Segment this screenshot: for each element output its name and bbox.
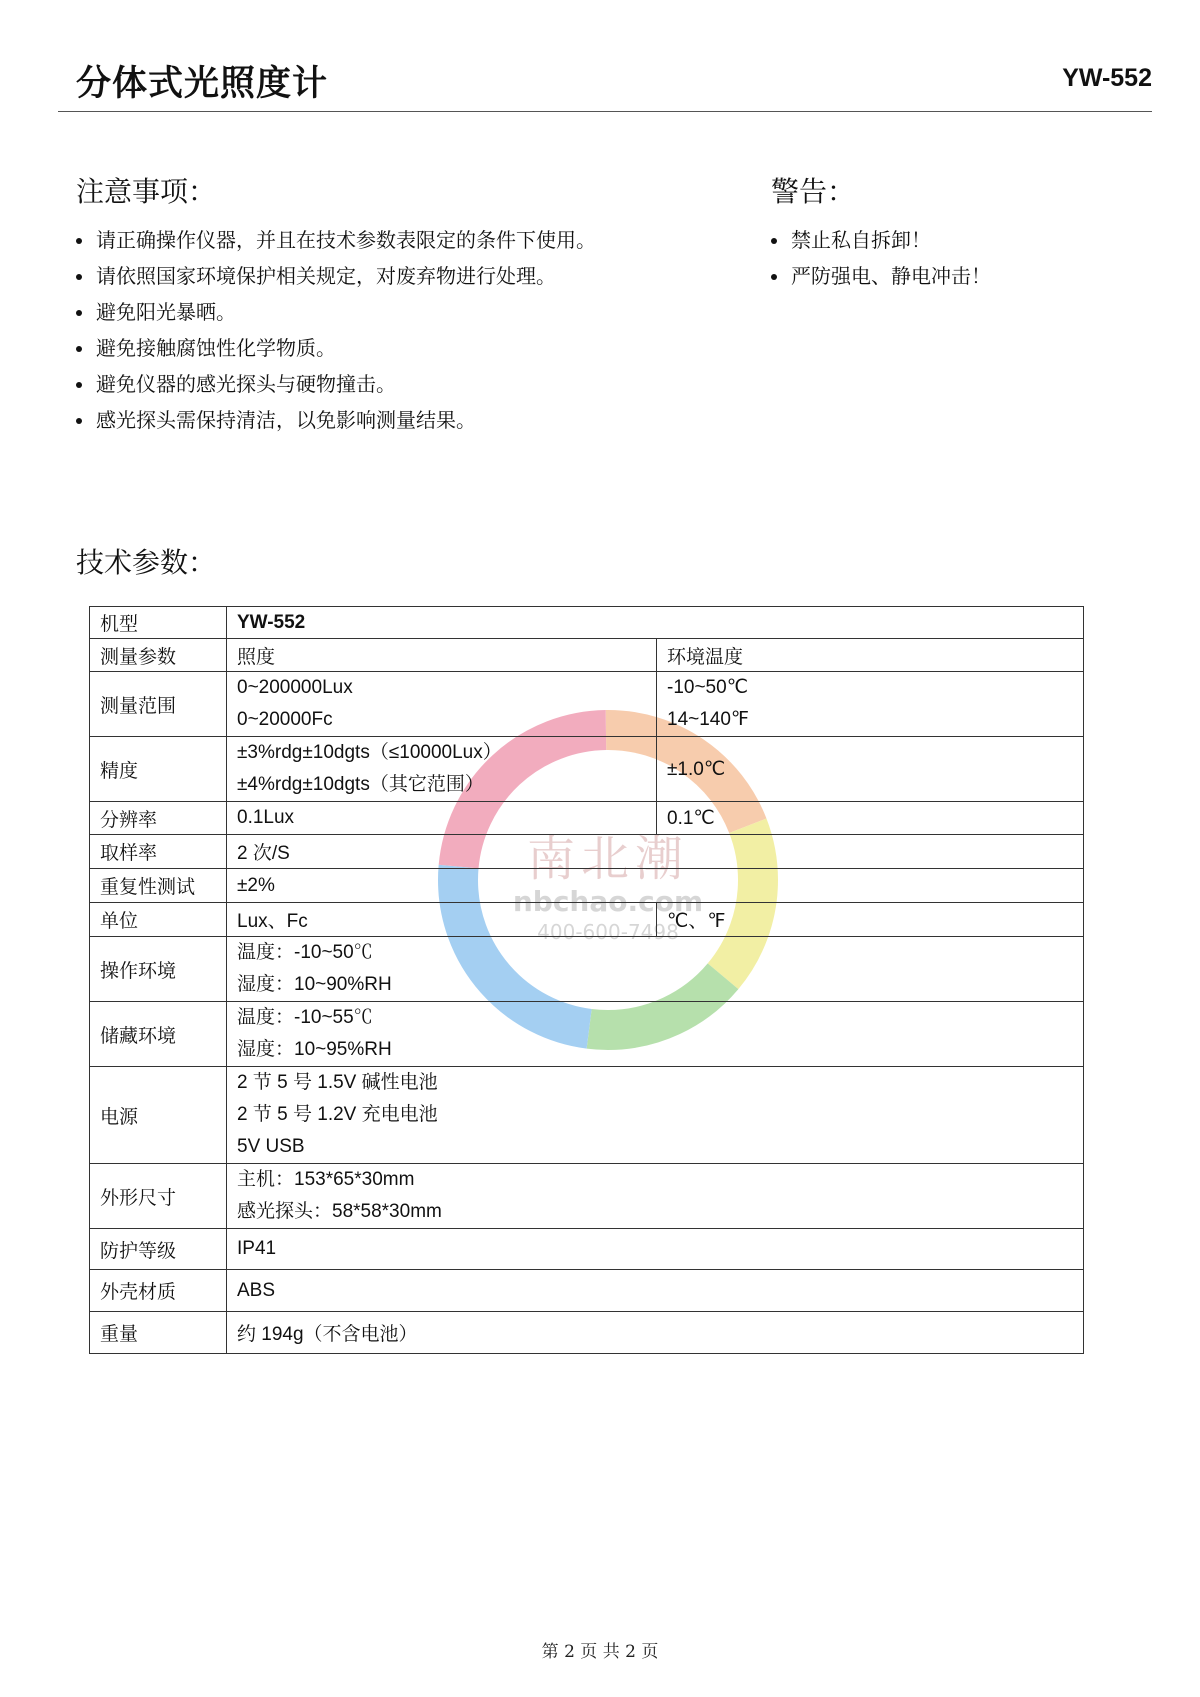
spec-key: 单位	[90, 903, 227, 937]
spec-value: ±1.0℃	[657, 737, 1084, 802]
spec-key: 重复性测试	[90, 869, 227, 903]
table-row	[90, 1164, 1084, 1229]
table-row	[90, 869, 1084, 903]
spec-value-cell	[227, 1067, 1084, 1164]
spec-value-cell	[227, 937, 1084, 1002]
spec-value-cell	[227, 1002, 1084, 1067]
table-row	[90, 1002, 1084, 1067]
spec-key: 电源	[90, 1067, 227, 1164]
spec-value: 2 节 5 号 1.5V 碱性电池	[237, 1072, 438, 1093]
spec-value: 主机：153*65*30mm	[237, 1169, 415, 1190]
spec-value: 环境温度	[657, 639, 1084, 672]
table-row	[90, 1229, 1084, 1270]
spec-key: 防护等级	[90, 1229, 227, 1270]
table-row	[90, 1312, 1084, 1354]
document-header	[58, 50, 1152, 112]
warnings-list	[769, 222, 1129, 294]
spec-value: 湿度：10~95%RH	[237, 1039, 392, 1060]
list-item: 请正确操作仪器，并且在技术参数表限定的条件下使用。	[74, 222, 774, 258]
list-item: 请依照国家环境保护相关规定，对废弃物进行处理。	[74, 258, 774, 294]
table-row	[90, 802, 1084, 835]
list-item: 感光探头需保持清洁，以免影响测量结果。	[74, 402, 774, 438]
list-item: 禁止私自拆卸！	[769, 222, 1129, 258]
spec-value-cell	[227, 1164, 1084, 1229]
spec-value: 感光探头：58*58*30mm	[237, 1201, 442, 1222]
specs-heading: 技术参数：	[76, 546, 217, 579]
table-row	[90, 937, 1084, 1002]
spec-value-cell	[227, 672, 657, 737]
spec-value: 温度：-10~55℃	[237, 1007, 373, 1028]
spec-value: 0.1Lux	[227, 802, 657, 835]
spec-value: 约 194g（不含电池）	[227, 1312, 1084, 1354]
watermark-site-text: nbchao.com	[512, 885, 704, 918]
spec-value-cell	[657, 672, 1084, 737]
watermark-phone-text: 400-600-7498	[537, 920, 679, 944]
list-item: 严防强电、静电冲击！	[769, 258, 1129, 294]
document-model-number: YW-552	[1062, 64, 1152, 92]
spec-value: 温度：-10~50℃	[237, 942, 373, 963]
spec-value: ℃、℉	[657, 903, 1084, 937]
list-item: 避免仪器的感光探头与硬物撞击。	[74, 366, 774, 402]
spec-value: 照度	[227, 639, 657, 672]
spec-value: 0~200000Lux	[237, 677, 353, 698]
table-row	[90, 672, 1084, 737]
spec-value: 0~20000Fc	[237, 709, 333, 730]
spec-key: 外形尺寸	[90, 1164, 227, 1229]
notes-list	[74, 222, 774, 438]
spec-value: 2 节 5 号 1.2V 充电电池	[237, 1104, 438, 1125]
spec-key: 测量参数	[90, 639, 227, 672]
spec-value: 0.1℃	[657, 802, 1084, 835]
list-item: 避免接触腐蚀性化学物质。	[74, 330, 774, 366]
table-row	[90, 835, 1084, 869]
spec-value: -10~50℃	[667, 677, 749, 698]
list-item: 避免阳光暴晒。	[74, 294, 774, 330]
watermark-brand-text: 南北潮	[526, 831, 689, 887]
spec-key: 储藏环境	[90, 1002, 227, 1067]
spec-value: ±3%rdg±10dgts（≤10000Lux）	[237, 742, 502, 763]
spec-value: 湿度：10~90%RH	[237, 974, 392, 995]
table-row	[90, 607, 1084, 639]
spec-key: 操作环境	[90, 937, 227, 1002]
spec-value-cell	[227, 737, 657, 802]
warnings-heading: 警告：	[771, 175, 856, 208]
table-row	[90, 737, 1084, 802]
document-title: 分体式光照度计	[76, 64, 329, 104]
spec-value: YW-552	[227, 607, 1084, 639]
spec-key: 外壳材质	[90, 1270, 227, 1312]
table-row	[90, 1270, 1084, 1312]
spec-value: IP41	[227, 1229, 1084, 1270]
spec-value: Lux、Fc	[227, 903, 657, 937]
table-row	[90, 639, 1084, 672]
page-number: 第 2 页 共 2 页	[541, 1642, 659, 1662]
spec-value: ABS	[227, 1270, 1084, 1312]
spec-value: ±4%rdg±10dgts（其它范围）	[237, 774, 484, 795]
spec-key: 测量范围	[90, 672, 227, 737]
table-row	[90, 1067, 1084, 1164]
spec-value: 5V USB	[237, 1136, 305, 1157]
spec-value: ±2%	[227, 869, 1084, 903]
spec-key: 分辨率	[90, 802, 227, 835]
spec-value: 2 次/S	[227, 835, 1084, 869]
spec-key: 重量	[90, 1312, 227, 1354]
spec-key: 取样率	[90, 835, 227, 869]
spec-value: 14~140℉	[667, 709, 750, 730]
notes-heading: 注意事项：	[76, 175, 217, 208]
spec-table	[89, 606, 1084, 1354]
spec-key: 精度	[90, 737, 227, 802]
table-row	[90, 903, 1084, 937]
spec-key: 机型	[90, 607, 227, 639]
